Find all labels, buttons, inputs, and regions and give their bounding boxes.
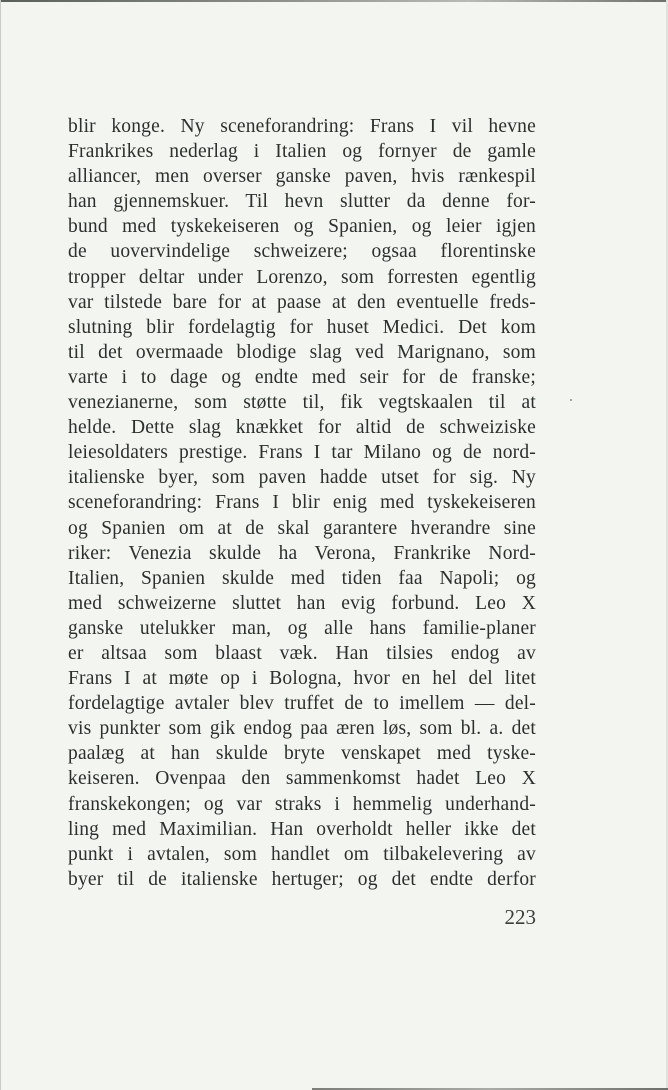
text-line: han gjennemskuer. Til hevn slutter da denne for- (68, 191, 536, 213)
text-line: keiseren. Ovenpaa den sammenkomst hadet Leo X (68, 768, 536, 790)
text-line: tropper deltar under Lorenzo, som forresten egentlig (68, 266, 536, 288)
text-line: byer til de italienske hertuger; og det endte derfor (68, 868, 536, 890)
text-line: Italien, Spanien skulde med tiden faa Napoli; og (68, 567, 536, 589)
text-line: er altsaa som blaast væk. Han tilsies endog av (68, 642, 536, 664)
text-line: bund med tyskekeiseren og Spanien, og leier igjen (68, 216, 536, 238)
text-line: til det overmaade blodige slag ved Marignano, som (68, 341, 536, 363)
text-line: paalæg at han skulde bryte venskapet med tyske- (68, 743, 536, 765)
text-line: franskekongen; og var straks i hemmelig underhand- (68, 793, 536, 815)
text-line: sceneforandring: Frans I blir enig med tyskekeiseren (68, 492, 536, 514)
text-line: italienske byer, som paven hadde utset for sig. Ny (68, 467, 536, 489)
text-line: fordelagtige avtaler blev truffet de to imellem — del- (68, 693, 536, 715)
text-line: ganske utelukker man, og alle hans familie-planer (68, 617, 536, 639)
text-line: Frans I at møte op i Bologna, hvor en hel del litet (68, 668, 536, 690)
scan-edge-top (0, 0, 668, 2)
text-line: varte i to dage og endte med seir for de franske; (68, 366, 536, 388)
text-line: og Spanien om at de skal garantere hverandre sine (68, 517, 536, 539)
text-line: var tilstede bare for at paase at den eventuelle freds- (68, 291, 536, 313)
text-line: blir konge. Ny sceneforandring: Frans I vil hevne (68, 116, 536, 137)
text-line: leiesoldaters prestige. Frans I tar Milano og de nord- (68, 442, 536, 464)
text-line: Frankrikes nederlag i Italien og fornyer de gamle (68, 141, 536, 163)
text-line: helde. Dette slag knækket for altid de schweiziske (68, 417, 536, 439)
text-line: med schweizerne sluttet han evig forbund. Leo X (68, 592, 536, 614)
body-text (68, 114, 536, 892)
text-line: slutning blir fordelagtig for huset Medici. Det kom (68, 316, 536, 338)
scan-edge-left (0, 0, 1, 1090)
dust-speck (570, 399, 572, 401)
text-line: punkt i avtalen, som handlet om tilbakelevering av (68, 843, 536, 865)
text-line: alliancer, men overser ganske paven, hvis rænkespil (68, 166, 536, 188)
page-number: 223 (504, 905, 536, 929)
text-line: riker: Venezia skulde ha Verona, Frankrike Nord- (68, 542, 536, 564)
text-line: vis punkter som gik endog paa æren løs, som bl. a. det (68, 718, 536, 740)
text-line: ling med Maximilian. Han overholdt heller ikke det (68, 818, 536, 840)
text-line: venezianerne, som støtte til, fik vegtskaalen til at (68, 392, 536, 414)
text-line: de uovervindelige schweizere; ogsaa florentinske (68, 241, 536, 263)
